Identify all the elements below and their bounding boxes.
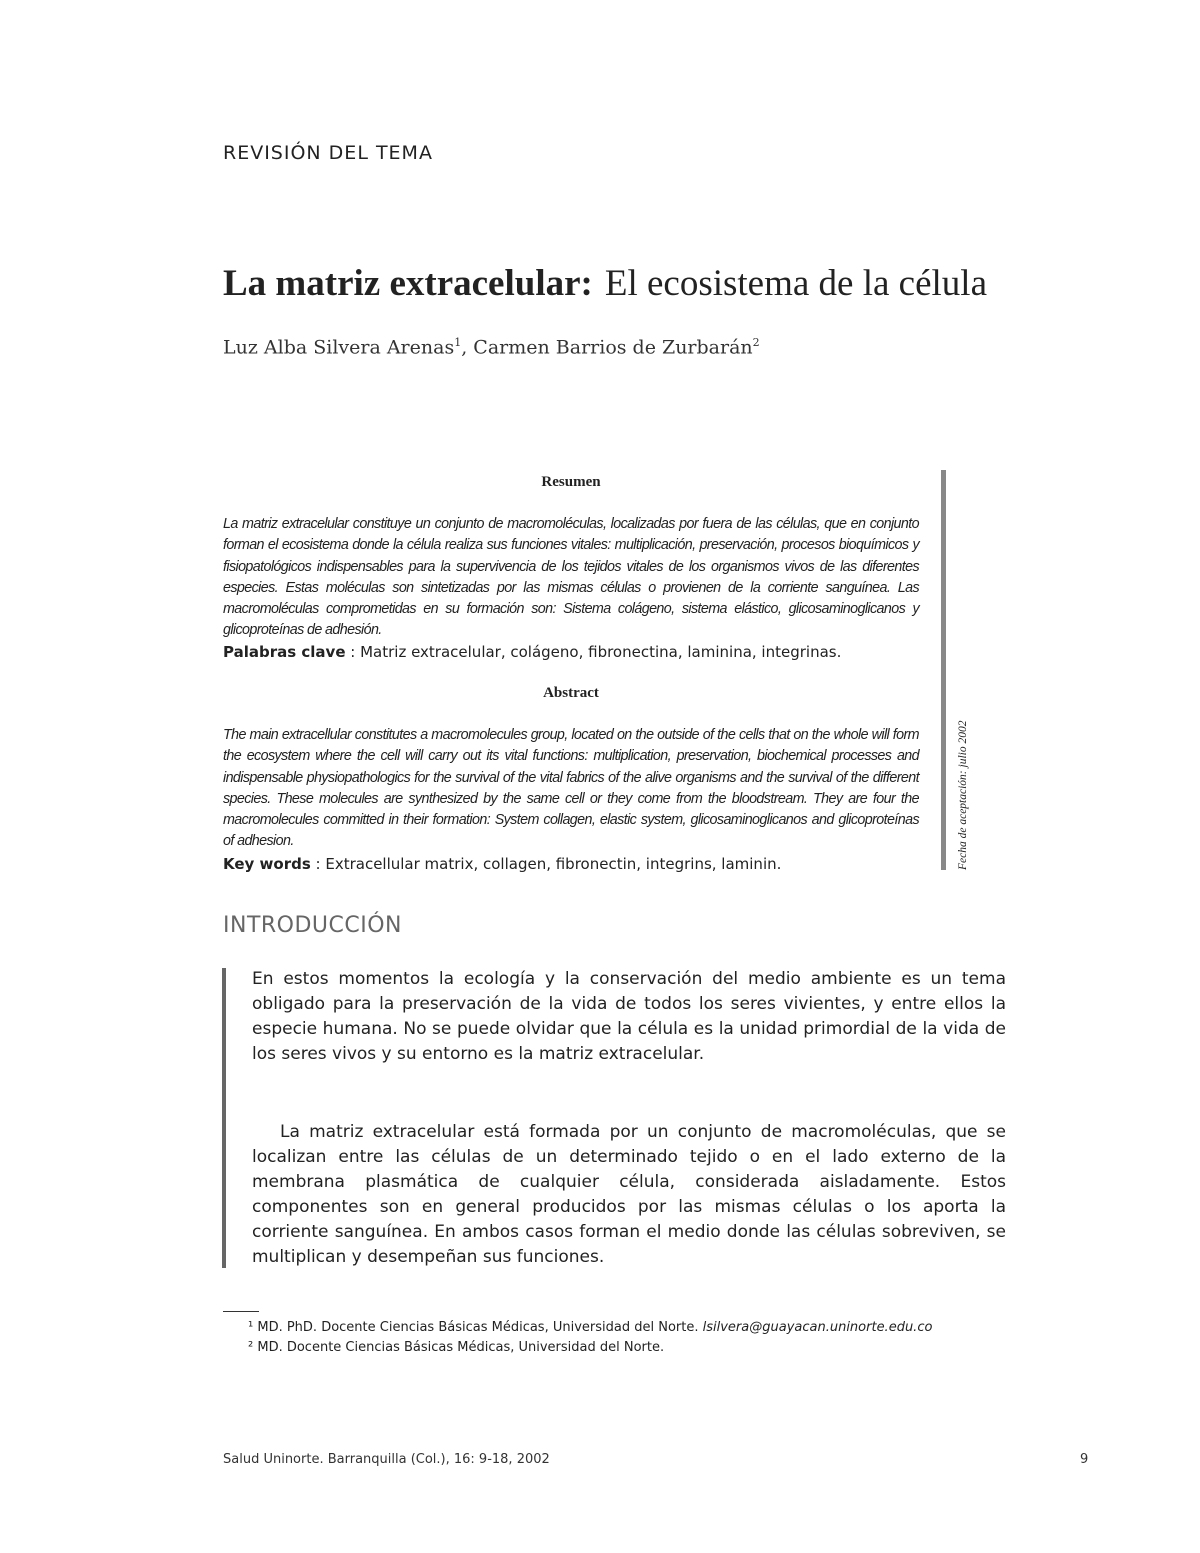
author-separator: , <box>461 336 474 359</box>
abstract-keywords-list: : Extracellular matrix, collagen, fibronectin, integrins, laminin. <box>310 855 782 873</box>
resumen-keywords-label: Palabras clave <box>223 643 346 661</box>
article-title <box>223 262 987 305</box>
intro-heading: INTRODUCCIÓN <box>223 913 403 938</box>
page-number: 9 <box>1080 1452 1089 1467</box>
acceptance-date: Fecha de aceptación: julio 2002 <box>957 720 969 870</box>
author-2-footnote-mark: 2 <box>752 336 760 349</box>
title-main: La matriz extracelular: <box>223 263 593 304</box>
section-label: REVISIÓN DEL TEMA <box>223 142 433 164</box>
footnote-1 <box>248 1320 932 1335</box>
abstract-keywords-label: Key words <box>223 855 311 873</box>
author-1: Luz Alba Silvera Arenas <box>223 336 455 359</box>
intro-paragraph-2: La matriz extracelular está formada por un conjunto de macromoléculas, que se localizan entre las células de un determinado tejido o en el lado externo de la membrana plasmática de cualquier célula, considerada aisladamente. Estos componentes son en general producidos por las mismas células o los aporta la corriente sanguínea. En ambos casos forman el medio donde las células sobreviven, se multiplican y desempeñan sus funciones. <box>252 1122 1006 1267</box>
resumen-text: La matriz extracelular constituye un conjunto de macromoléculas, localizadas por fuera de las células, que en conjunto forman el ecosistema donde la célula realiza sus funciones vitales: multiplicación, preservación, procesos bioquímicos y fisiopatológicos indispensables para la supervivencia de los tejidos vitales de los organismos vivos de las diferentes especies. Estas moléculas son sintetizadas por las mismas células o provienen de la corriente sanguínea. Las macromoléculas comprometidas en su formación son: Sistema colágeno, sistema elástico, glicosaminoglicanos y glicoproteínas de adhesión. <box>223 516 919 639</box>
footnote-rule <box>223 1311 259 1312</box>
title-subtitle: El ecosistema de la célula <box>604 263 988 304</box>
abstract-keywords <box>223 854 923 874</box>
abstract-text: The main extracellular constitutes a macromolecules group, located on the outside of the cells that on the whole will form the ecosystem where the cell will carry out its vital functions: multiplication, preservation, biochemical processes and indispensable physiopathologics for the survival of the vital fabrics of the alive organisms and the survival of the different species. These molecules are synthesized by the same cell or they come from the bloodstream. They are four the macromolecules committed in their formation: System collagen, elastic system, glicosaminoglicanos and glicoproteínas of adhesion. <box>223 727 919 850</box>
footnote-1-text: MD. PhD. Docente Ciencias Básicas Médicas, Universidad del Norte. <box>253 1320 703 1335</box>
footnote-1-email: lsilvera@guayacan.uninorte.edu.co <box>702 1320 933 1335</box>
sidebar-vertical-rule <box>941 470 946 870</box>
footnote-2 <box>248 1340 664 1355</box>
intro-vertical-rule <box>222 968 226 1268</box>
intro-paragraph-1: En estos momentos la ecología y la conservación del medio ambiente es un tema obligado para la preservación de la vida de todos los seres vivientes, y entre ellos la especie humana. No se puede olvidar que la célula es la unidad primordial de la vida de los seres vivos y su entorno es la matriz extracelular. <box>252 969 1006 1064</box>
footnote-2-text: MD. Docente Ciencias Básicas Médicas, Universidad del Norte. <box>253 1340 665 1355</box>
journal-citation: Salud Uninorte. Barranquilla (Col.), 16: 9-18, 2002 <box>223 1452 550 1467</box>
author-1-footnote-mark: 1 <box>454 336 462 349</box>
author-2: Carmen Barrios de Zurbarán <box>473 336 753 359</box>
resumen-heading: Resumen <box>541 474 601 490</box>
abstract-heading: Abstract <box>543 685 599 701</box>
footnote-2-mark: ² <box>248 1340 254 1355</box>
resumen-keywords-list: : Matriz extracelular, colágeno, fibronectina, laminina, integrinas. <box>345 643 842 661</box>
footnote-1-mark: ¹ <box>248 1320 254 1335</box>
authors <box>223 336 760 358</box>
resumen-keywords <box>223 642 923 662</box>
